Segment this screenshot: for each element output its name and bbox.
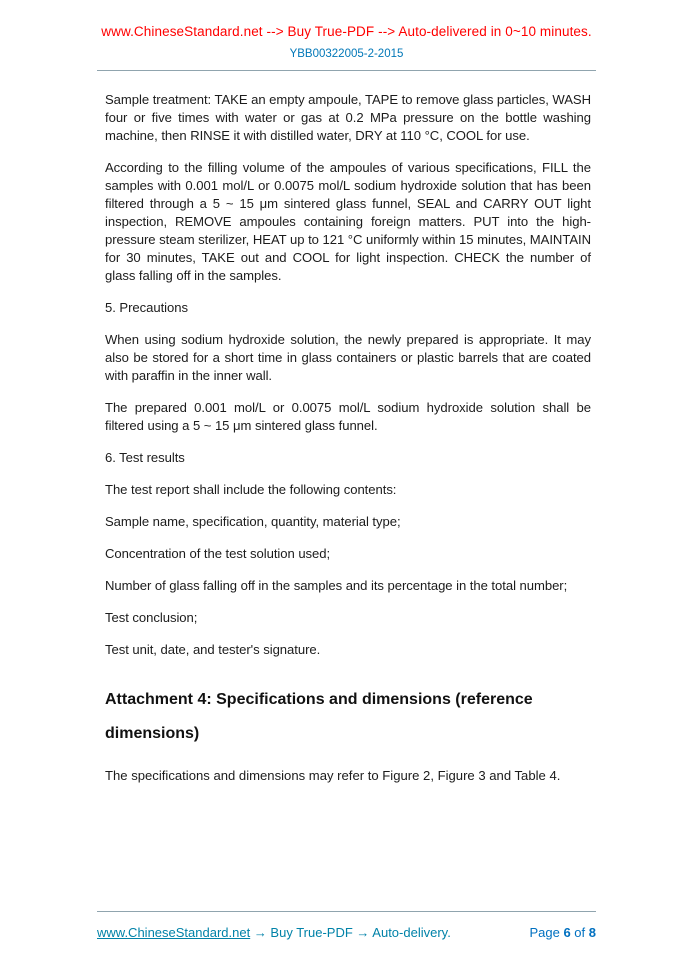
list-item-glass-falling: Number of glass falling off in the samples and its percentage in the total number; xyxy=(105,578,568,593)
paragraph-closing: The specifications and dimensions may refer to Figure 2, Figure 3 and Table 4. xyxy=(105,768,561,783)
header-divider xyxy=(97,70,596,71)
attachment-heading: Attachment 4: Specifications and dimensions (reference dimensions) xyxy=(105,691,533,742)
document-body xyxy=(105,91,591,785)
promo-banner: www.ChineseStandard.net --> Buy True-PDF --> Auto-delivered in 0~10 minutes. xyxy=(101,24,592,39)
paragraph-report-contents: The test report shall include the following contents: xyxy=(105,482,397,497)
section-heading-precautions: 5. Precautions xyxy=(105,300,189,315)
list-item-concentration: Concentration of the test solution used; xyxy=(105,546,331,561)
page-footer xyxy=(97,911,596,940)
page-number-current: 6 xyxy=(563,925,571,940)
page-header xyxy=(0,0,693,71)
page-indicator xyxy=(529,925,596,940)
list-item-sample-name: Sample name, specification, quantity, material type; xyxy=(105,514,401,529)
doc-number: YBB00322005-2-2015 xyxy=(289,48,404,60)
of-label: of xyxy=(574,925,586,940)
paragraph-filling-procedure: According to the filling volume of the ampoules of various specifications, FILL the samples with 0.001 mol/L or 0.0075 mol/L sodium hydroxide solution that has been filtered through a 5 ~ 15 μm sintered glass funnel, SEAL and CARRY OUT light inspection, REMOVE ampoules containing foreign matters. PUT into the high-pressure steam sterilizer, HEAT up to 121 °C uniformly within 15 minutes, MAINTAIN for 30 minutes, TAKE out and COOL for light inspection. CHECK the number of glass falling off in the samples. xyxy=(105,160,591,283)
footer-promo xyxy=(97,925,451,940)
page-number-total: 8 xyxy=(588,925,596,940)
section-heading-test-results: 6. Test results xyxy=(105,450,185,465)
footer-tagline: → Buy True-PDF → Auto-delivery. xyxy=(250,925,451,940)
footer-link[interactable]: www.ChineseStandard.net xyxy=(97,925,251,940)
page-label: Page xyxy=(529,925,560,940)
paragraph-precautions-storage: When using sodium hydroxide solution, the newly prepared is appropriate. It may also be stored for a short time in glass containers or plastic barrels that are coated with paraffin in the inner wall. xyxy=(105,332,591,383)
paragraph-sample-treatment: Sample treatment: TAKE an empty ampoule, TAPE to remove glass particles, WASH four or five times with water or gas at 0.2 MPa pressure on the bottle washing machine, then RINSE it with distilled water, DRY at 110 °C, COOL for use. xyxy=(105,92,591,143)
list-item-test-conclusion: Test conclusion; xyxy=(105,610,198,625)
paragraph-precautions-filter: The prepared 0.001 mol/L or 0.0075 mol/L sodium hydroxide solution shall be filtered using a 5 ~ 15 μm sintered glass funnel. xyxy=(105,400,591,433)
list-item-test-unit-signature: Test unit, date, and tester's signature. xyxy=(105,642,321,657)
